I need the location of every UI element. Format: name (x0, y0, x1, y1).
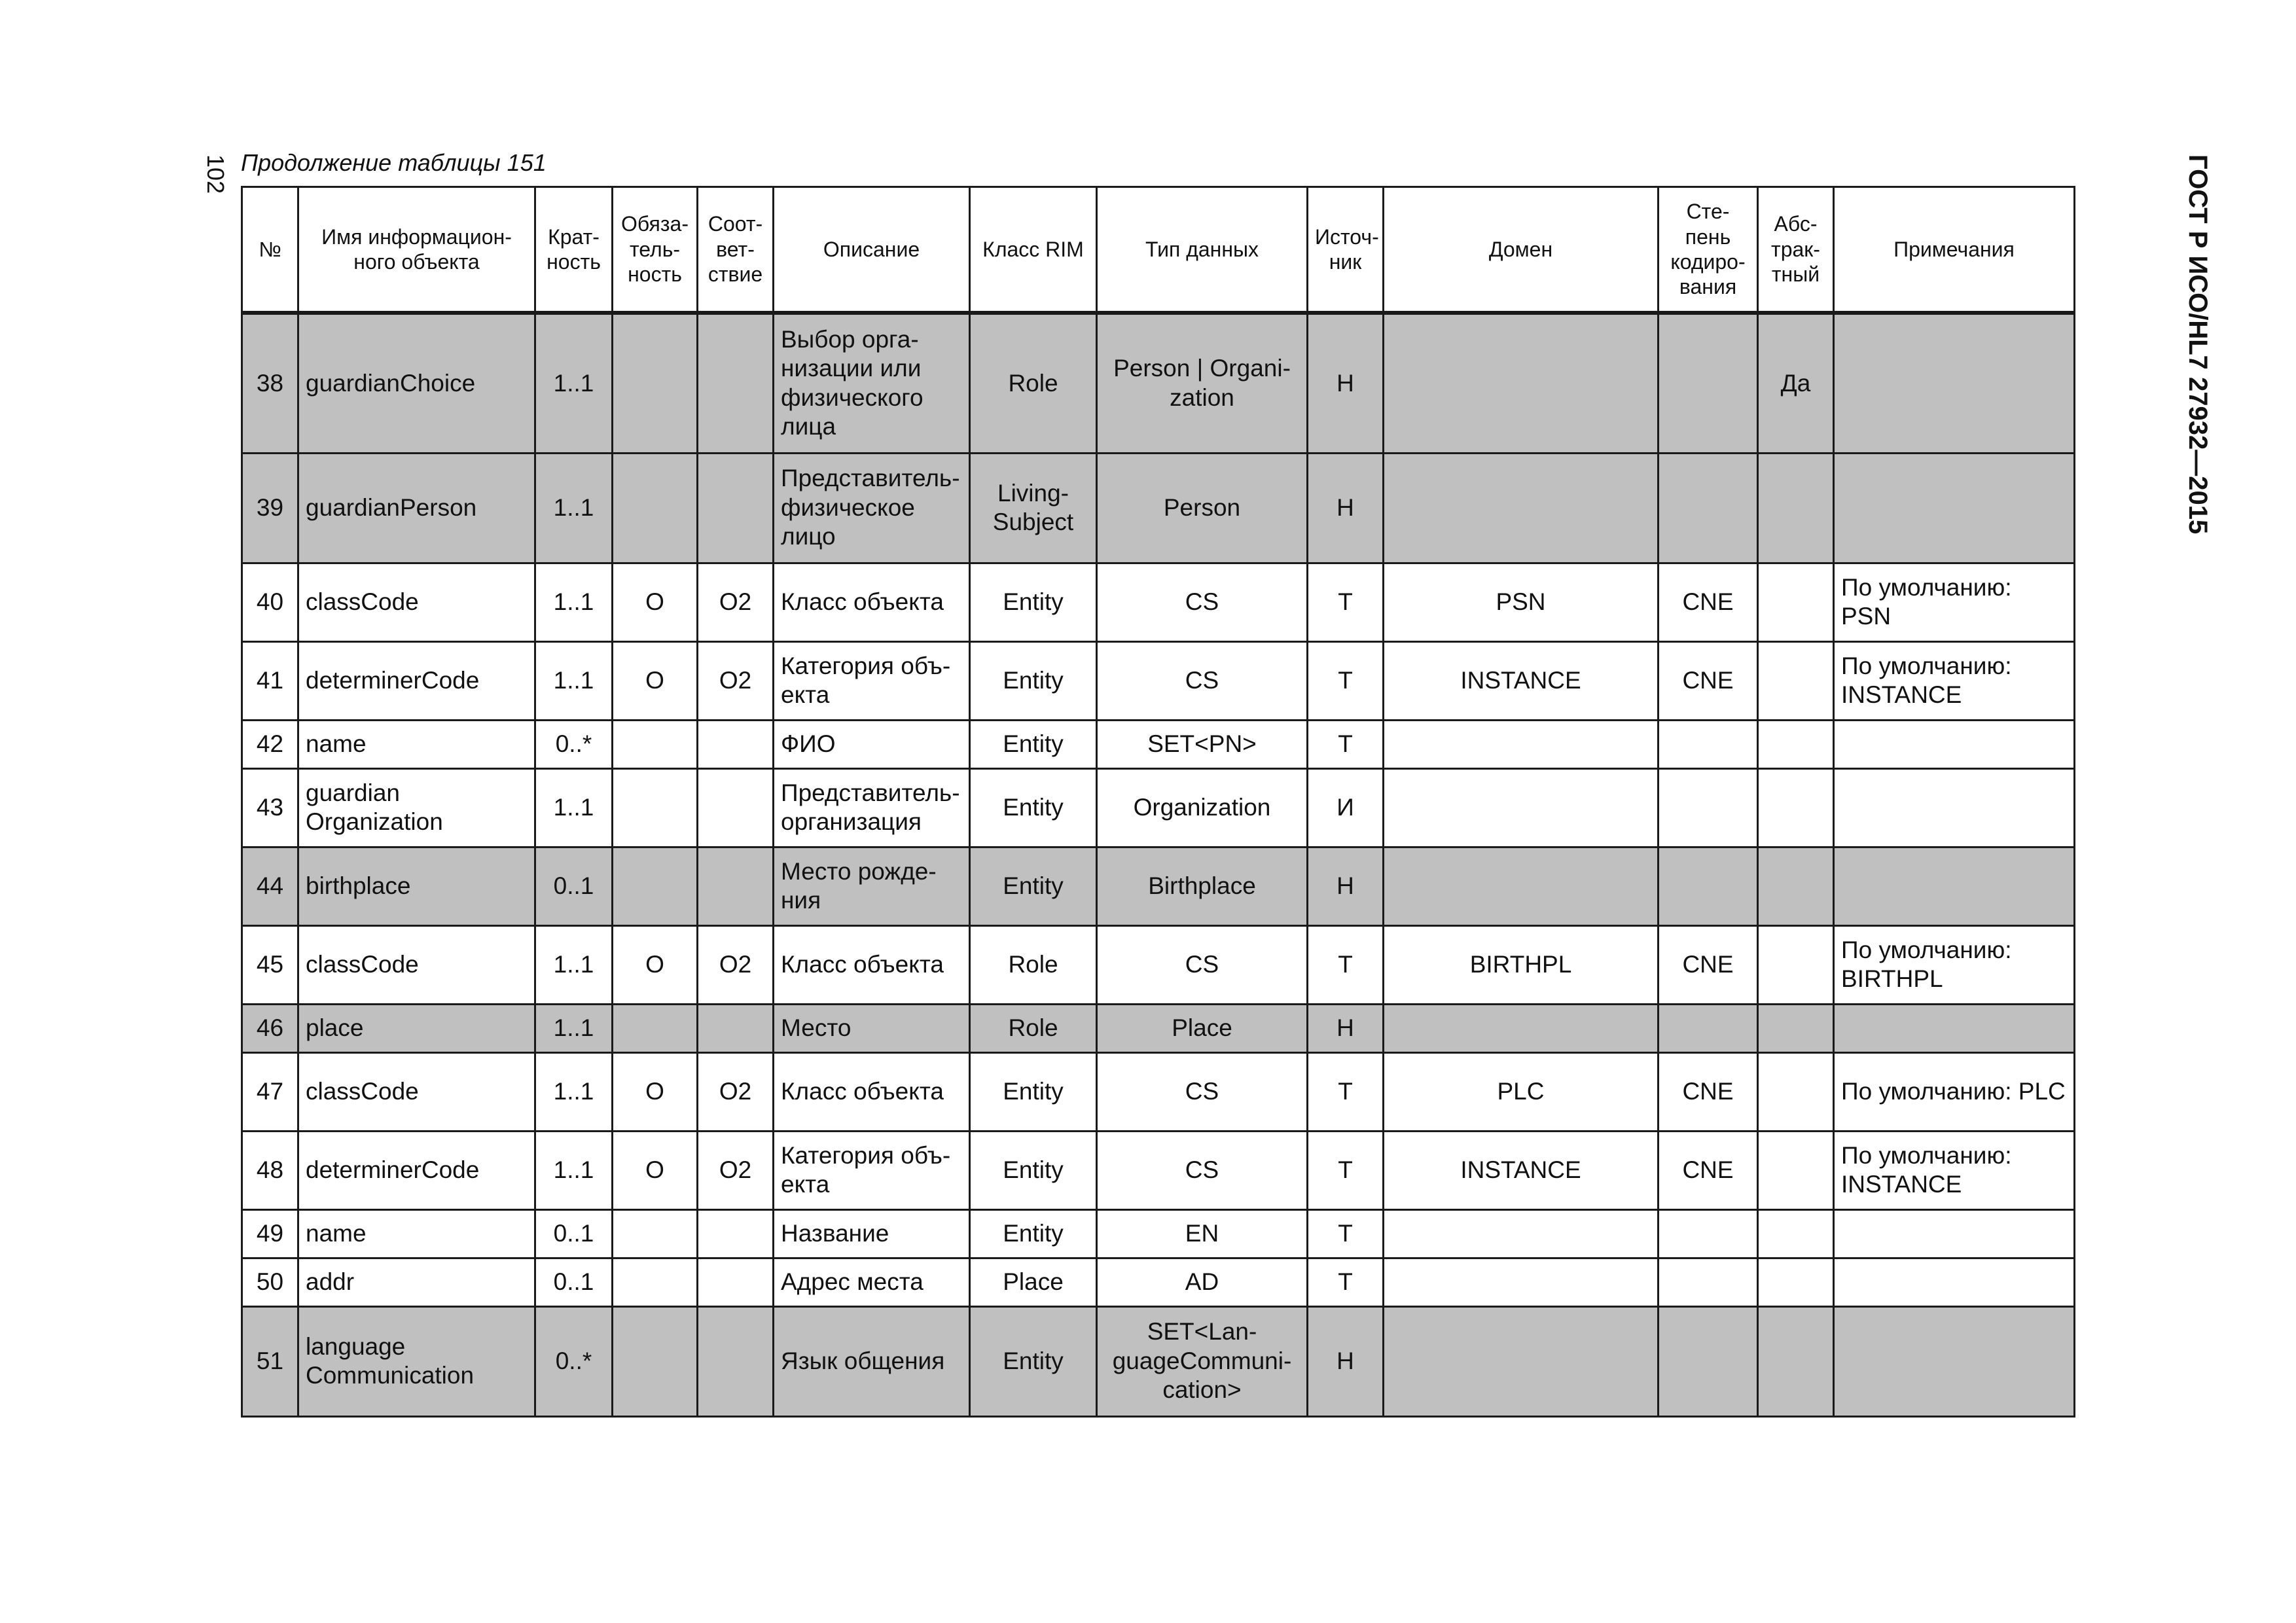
cell-mandatory (613, 768, 698, 847)
cell-mandatory (613, 720, 698, 768)
cell-description: Класс объекта (774, 1052, 970, 1131)
col-header-number: № (242, 187, 298, 313)
cell-abstract (1758, 925, 1834, 1004)
cell-rim-class: Role (970, 1004, 1097, 1052)
cell-source: Н (1308, 453, 1384, 563)
cell-abstract (1758, 1209, 1834, 1258)
cell-data-type: SET<PN> (1097, 720, 1308, 768)
cell-source: Т (1308, 1258, 1384, 1306)
cell-cardinality: 1..1 (535, 1004, 613, 1052)
page-number: 102 (202, 154, 229, 194)
table-row (242, 1131, 2075, 1209)
cell-cardinality: 1..1 (535, 1131, 613, 1209)
cell-number: 45 (242, 925, 298, 1004)
data-table (241, 186, 2075, 1418)
cell-abstract (1758, 1306, 1834, 1416)
cell-cardinality: 0..1 (535, 847, 613, 925)
cell-description: Класс объекта (774, 563, 970, 641)
cell-abstract: Да (1758, 313, 1834, 453)
cell-rim-class: Entity (970, 768, 1097, 847)
cell-cardinality: 1..1 (535, 453, 613, 563)
cell-abstract (1758, 641, 1834, 720)
cell-mandatory (613, 847, 698, 925)
cell-coding-strength (1659, 1306, 1758, 1416)
table-row (242, 847, 2075, 925)
cell-abstract (1758, 847, 1834, 925)
table-row (242, 313, 2075, 453)
cell-description: Место (774, 1004, 970, 1052)
cell-abstract (1758, 768, 1834, 847)
cell-conformance: О2 (698, 1131, 774, 1209)
cell-number: 42 (242, 720, 298, 768)
cell-cardinality: 1..1 (535, 1052, 613, 1131)
col-header-conformance: Соот-вет-ствие (698, 187, 774, 313)
cell-mandatory (613, 1258, 698, 1306)
cell-conformance (698, 1004, 774, 1052)
cell-notes: По умолчанию: INSTANCE (1834, 1131, 2075, 1209)
cell-source: Т (1308, 641, 1384, 720)
cell-cardinality: 1..1 (535, 313, 613, 453)
cell-conformance (698, 720, 774, 768)
cell-description: ФИО (774, 720, 970, 768)
cell-notes (1834, 1209, 2075, 1258)
cell-source: И (1308, 768, 1384, 847)
col-header-mandatory: Обяза-тель-ность (613, 187, 698, 313)
cell-source: Т (1308, 1052, 1384, 1131)
cell-object-name: birthplace (298, 847, 535, 925)
col-header-notes: Примечания (1834, 187, 2075, 313)
cell-cardinality: 0..1 (535, 1258, 613, 1306)
col-header-source: Источ-ник (1308, 187, 1384, 313)
cell-number: 51 (242, 1306, 298, 1416)
table-row (242, 1306, 2075, 1416)
cell-domain: PLC (1384, 1052, 1659, 1131)
cell-rim-class: Living-Subject (970, 453, 1097, 563)
cell-object-name: determinerCode (298, 641, 535, 720)
cell-notes: По умолчанию: INSTANCE (1834, 641, 2075, 720)
cell-domain (1384, 768, 1659, 847)
cell-coding-strength (1659, 1004, 1758, 1052)
cell-conformance (698, 453, 774, 563)
cell-data-type: CS (1097, 563, 1308, 641)
cell-source: Н (1308, 1004, 1384, 1052)
cell-coding-strength (1659, 313, 1758, 453)
cell-notes (1834, 1004, 2075, 1052)
cell-number: 47 (242, 1052, 298, 1131)
cell-domain: INSTANCE (1384, 641, 1659, 720)
cell-mandatory: О (613, 925, 698, 1004)
cell-domain (1384, 847, 1659, 925)
cell-source: Т (1308, 925, 1384, 1004)
cell-mandatory: О (613, 563, 698, 641)
table-caption: Продолжение таблицы 151 (241, 149, 547, 176)
cell-description: Язык общения (774, 1306, 970, 1416)
cell-notes: По умолчанию: BIRTHPL (1834, 925, 2075, 1004)
cell-conformance: О2 (698, 563, 774, 641)
cell-data-type: SET<Lan-guageCommuni-cation> (1097, 1306, 1308, 1416)
cell-coding-strength (1659, 847, 1758, 925)
cell-domain (1384, 1306, 1659, 1416)
cell-mandatory: О (613, 1131, 698, 1209)
cell-data-type: CS (1097, 1052, 1308, 1131)
cell-notes (1834, 453, 2075, 563)
cell-domain (1384, 453, 1659, 563)
cell-conformance: О2 (698, 1052, 774, 1131)
table-row (242, 925, 2075, 1004)
cell-source: Т (1308, 563, 1384, 641)
cell-notes (1834, 313, 2075, 453)
cell-coding-strength: CNE (1659, 1052, 1758, 1131)
cell-notes: По умолчанию: PSN (1834, 563, 2075, 641)
col-header-cardinality: Крат-ность (535, 187, 613, 313)
cell-domain (1384, 1004, 1659, 1052)
cell-rim-class: Entity (970, 641, 1097, 720)
header-row (242, 187, 2075, 313)
cell-coding-strength: CNE (1659, 925, 1758, 1004)
table-row (242, 453, 2075, 563)
table-row (242, 1004, 2075, 1052)
cell-data-type: CS (1097, 641, 1308, 720)
table-row (242, 768, 2075, 847)
table-row (242, 1209, 2075, 1258)
cell-number: 49 (242, 1209, 298, 1258)
cell-object-name: classCode (298, 563, 535, 641)
cell-object-name: guardianPerson (298, 453, 535, 563)
table-row (242, 720, 2075, 768)
col-header-domain: Домен (1384, 187, 1659, 313)
cell-number: 39 (242, 453, 298, 563)
cell-source: Н (1308, 847, 1384, 925)
table-row (242, 1052, 2075, 1131)
cell-notes (1834, 1258, 2075, 1306)
cell-coding-strength (1659, 1258, 1758, 1306)
col-header-description: Описание (774, 187, 970, 313)
cell-source: Н (1308, 1306, 1384, 1416)
cell-object-name: place (298, 1004, 535, 1052)
cell-mandatory (613, 1209, 698, 1258)
cell-domain: BIRTHPL (1384, 925, 1659, 1004)
cell-description: Выбор орга-низации или физического лица (774, 313, 970, 453)
col-header-abstract: Абс-трак-тный (1758, 187, 1834, 313)
cell-notes: По умолчанию: PLC (1834, 1052, 2075, 1131)
cell-conformance (698, 1209, 774, 1258)
cell-abstract (1758, 720, 1834, 768)
col-header-rim-class: Класс RIM (970, 187, 1097, 313)
cell-coding-strength (1659, 1209, 1758, 1258)
cell-rim-class: Entity (970, 1209, 1097, 1258)
cell-data-type: AD (1097, 1258, 1308, 1306)
cell-abstract (1758, 563, 1834, 641)
cell-abstract (1758, 1258, 1834, 1306)
cell-mandatory (613, 1306, 698, 1416)
cell-conformance: О2 (698, 925, 774, 1004)
cell-coding-strength: CNE (1659, 641, 1758, 720)
cell-source: Т (1308, 720, 1384, 768)
cell-domain (1384, 1258, 1659, 1306)
cell-conformance (698, 1258, 774, 1306)
cell-rim-class: Role (970, 313, 1097, 453)
cell-abstract (1758, 1052, 1834, 1131)
cell-mandatory (613, 453, 698, 563)
cell-mandatory (613, 1004, 698, 1052)
table-row (242, 1258, 2075, 1306)
cell-data-type: Organization (1097, 768, 1308, 847)
cell-coding-strength (1659, 768, 1758, 847)
cell-number: 44 (242, 847, 298, 925)
cell-cardinality: 1..1 (535, 925, 613, 1004)
cell-data-type: Birthplace (1097, 847, 1308, 925)
cell-abstract (1758, 1131, 1834, 1209)
cell-coding-strength: CNE (1659, 563, 1758, 641)
cell-object-name: determinerCode (298, 1131, 535, 1209)
cell-cardinality: 1..1 (535, 563, 613, 641)
cell-abstract (1758, 453, 1834, 563)
cell-source: Т (1308, 1131, 1384, 1209)
cell-conformance (698, 313, 774, 453)
table-row (242, 641, 2075, 720)
cell-domain (1384, 313, 1659, 453)
cell-domain: INSTANCE (1384, 1131, 1659, 1209)
col-header-coding-strength: Сте-пень кодиро-вания (1659, 187, 1758, 313)
cell-rim-class: Role (970, 925, 1097, 1004)
cell-cardinality: 1..1 (535, 641, 613, 720)
cell-rim-class: Entity (970, 1052, 1097, 1131)
cell-object-name: name (298, 1209, 535, 1258)
cell-number: 38 (242, 313, 298, 453)
cell-description: Категория объ-екта (774, 641, 970, 720)
cell-coding-strength (1659, 453, 1758, 563)
cell-conformance (698, 1306, 774, 1416)
cell-coding-strength: CNE (1659, 1131, 1758, 1209)
cell-notes (1834, 720, 2075, 768)
cell-object-name: classCode (298, 1052, 535, 1131)
cell-object-name: classCode (298, 925, 535, 1004)
cell-description: Категория объ-екта (774, 1131, 970, 1209)
cell-mandatory: О (613, 641, 698, 720)
cell-notes (1834, 1306, 2075, 1416)
cell-domain (1384, 1209, 1659, 1258)
cell-object-name: name (298, 720, 535, 768)
cell-coding-strength (1659, 720, 1758, 768)
cell-domain (1384, 720, 1659, 768)
cell-notes (1834, 847, 2075, 925)
col-header-data-type: Тип данных (1097, 187, 1308, 313)
cell-conformance (698, 768, 774, 847)
standard-title: ГОСТ Р ИСО/HL7 27932—2015 (2183, 154, 2212, 535)
cell-rim-class: Entity (970, 847, 1097, 925)
cell-number: 43 (242, 768, 298, 847)
table-row (242, 563, 2075, 641)
cell-rim-class: Entity (970, 720, 1097, 768)
cell-conformance: О2 (698, 641, 774, 720)
cell-source: Н (1308, 313, 1384, 453)
cell-object-name: addr (298, 1258, 535, 1306)
cell-object-name: guardian Organization (298, 768, 535, 847)
cell-description: Адрес места (774, 1258, 970, 1306)
cell-mandatory (613, 313, 698, 453)
cell-description: Представитель-физическое лицо (774, 453, 970, 563)
cell-data-type: Person (1097, 453, 1308, 563)
cell-number: 50 (242, 1258, 298, 1306)
cell-data-type: CS (1097, 925, 1308, 1004)
cell-description: Название (774, 1209, 970, 1258)
cell-description: Представитель-организация (774, 768, 970, 847)
cell-rim-class: Place (970, 1258, 1097, 1306)
cell-cardinality: 0..* (535, 1306, 613, 1416)
cell-number: 41 (242, 641, 298, 720)
cell-cardinality: 0..1 (535, 1209, 613, 1258)
cell-mandatory: О (613, 1052, 698, 1131)
cell-data-type: Place (1097, 1004, 1308, 1052)
cell-data-type: EN (1097, 1209, 1308, 1258)
cell-abstract (1758, 1004, 1834, 1052)
cell-conformance (698, 847, 774, 925)
cell-object-name: language Communication (298, 1306, 535, 1416)
cell-data-type: Person | Organi-zation (1097, 313, 1308, 453)
cell-rim-class: Entity (970, 563, 1097, 641)
cell-description: Место рожде-ния (774, 847, 970, 925)
cell-number: 48 (242, 1131, 298, 1209)
cell-number: 40 (242, 563, 298, 641)
cell-object-name: guardianChoice (298, 313, 535, 453)
cell-cardinality: 1..1 (535, 768, 613, 847)
cell-rim-class: Entity (970, 1131, 1097, 1209)
cell-description: Класс объекта (774, 925, 970, 1004)
cell-source: Т (1308, 1209, 1384, 1258)
col-header-object-name: Имя информацион-ного объекта (298, 187, 535, 313)
cell-notes (1834, 768, 2075, 847)
cell-domain: PSN (1384, 563, 1659, 641)
cell-rim-class: Entity (970, 1306, 1097, 1416)
cell-data-type: CS (1097, 1131, 1308, 1209)
cell-cardinality: 0..* (535, 720, 613, 768)
cell-number: 46 (242, 1004, 298, 1052)
